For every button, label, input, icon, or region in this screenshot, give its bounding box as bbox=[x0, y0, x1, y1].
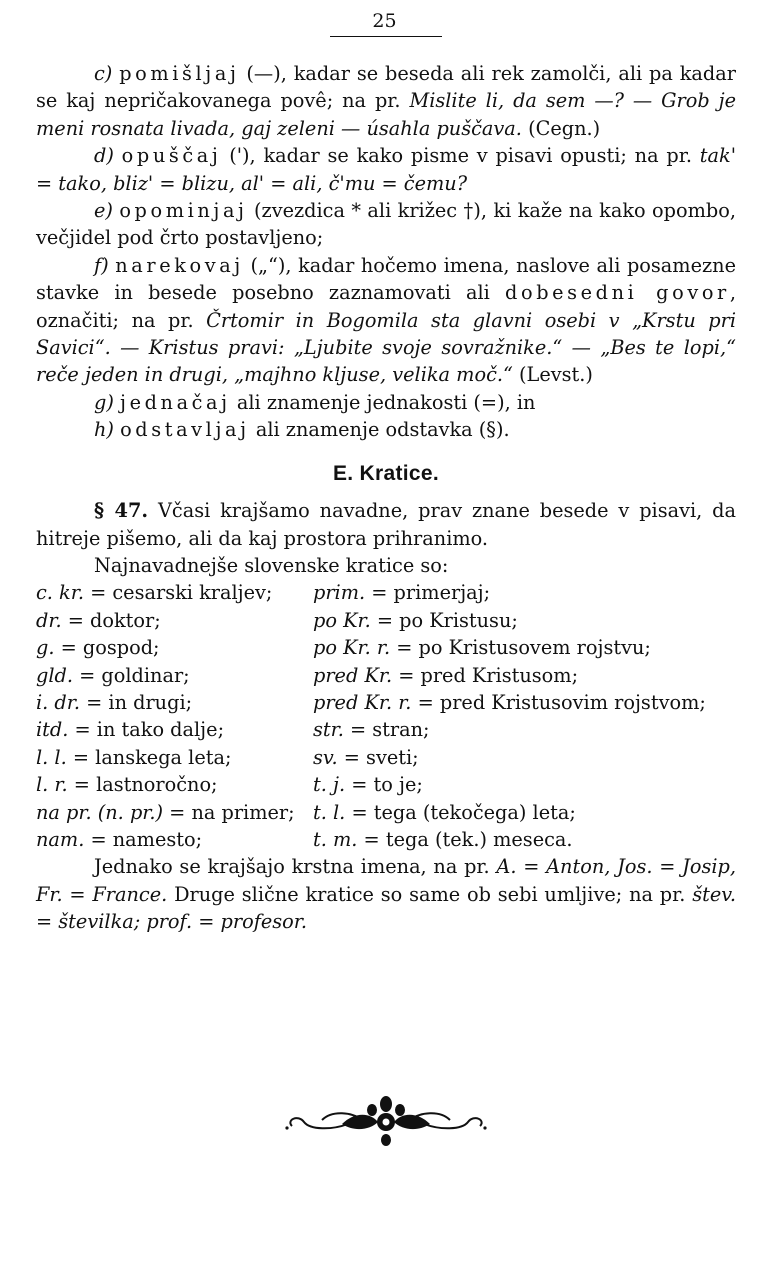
abbreviation-meaning: = cesarski kraljev; bbox=[83, 581, 273, 605]
abbreviation-meaning: = primerjaj; bbox=[365, 581, 491, 605]
abbreviation-term: c. kr. bbox=[36, 581, 84, 605]
item-f bbox=[36, 252, 736, 389]
abbreviation-term: prim. bbox=[313, 581, 366, 605]
abbreviation-entry bbox=[36, 771, 313, 798]
paragraph-47-text: Včasi krajšamo navadne, prav znane besede v pisavi, da hitreje pišemo, ali da kaj prostora prihranimo. bbox=[36, 499, 736, 550]
abbreviation-term: itd. bbox=[36, 718, 69, 742]
item-d bbox=[36, 142, 736, 197]
item-f-desc: („“), kadar hočemo imena, naslove ali posamezne stavke in besede posebno zaznamovati ali bbox=[36, 253, 736, 305]
header-rule bbox=[330, 36, 442, 37]
paragraph-47 bbox=[36, 497, 736, 552]
item-c-example: Mislite li, da sem —? — Grob je meni rosnata livada, gaj zeleni — úsahla puščava. bbox=[36, 89, 736, 140]
item-f-source: (Levst.) bbox=[512, 363, 593, 387]
item-f-label: f) bbox=[94, 253, 109, 277]
item-e-desc: (zvezdica * ali križec †), ki kaže na kako opombo, večjidel pod črto postavljeno; bbox=[36, 199, 736, 250]
item-h-desc: ali znamenje odstavka (§). bbox=[249, 418, 510, 442]
closing-text-1: Jednako se krajšajo krstna imena, na pr. bbox=[94, 855, 497, 879]
abbreviation-meaning: = sveti; bbox=[337, 745, 419, 769]
abbreviation-term: str. bbox=[313, 718, 344, 742]
abbreviation-entry bbox=[313, 689, 736, 716]
item-f-term-2: dobesedni govor bbox=[505, 281, 730, 305]
abbreviation-meaning: = doktor; bbox=[61, 608, 161, 632]
item-g bbox=[36, 389, 736, 416]
item-g-desc: ali znamenje jednakosti (=), in bbox=[230, 390, 536, 414]
abbreviation-term: po Kr. bbox=[313, 608, 371, 632]
item-d-term: opuščaj bbox=[121, 144, 222, 168]
abbreviation-meaning: = po Kristusu; bbox=[370, 608, 518, 632]
abbreviation-entry bbox=[313, 579, 736, 606]
abbreviation-term: l. r. bbox=[36, 773, 68, 797]
item-c-desc: (—), kadar se beseda ali rek zamolči, ali pa kadar se kaj nepričakovanega povê; na pr. bbox=[36, 62, 736, 113]
item-c-label: c) bbox=[94, 62, 113, 85]
abbreviation-meaning: = gospod; bbox=[54, 636, 160, 660]
item-d-desc: ('), kadar se kako pisme v pisavi opusti; na pr. bbox=[221, 144, 700, 168]
abbreviation-entry bbox=[36, 634, 313, 661]
item-c-term: pomišljaj bbox=[119, 62, 240, 85]
abbreviation-meaning: = in drugi; bbox=[80, 690, 193, 714]
abbreviation-meaning: = po Kristusovem rojstvu; bbox=[390, 636, 651, 660]
abbreviation-entry bbox=[313, 607, 736, 634]
item-f-desc-2: , označiti; na pr. bbox=[36, 281, 736, 332]
item-c bbox=[36, 60, 736, 142]
abbreviation-entry bbox=[36, 716, 313, 743]
abbreviation-term: t. l. bbox=[313, 800, 346, 824]
abbreviation-meaning: = lanskega leta; bbox=[66, 745, 232, 769]
abbreviation-term: g. bbox=[36, 636, 55, 660]
paragraph-sign: § 47. bbox=[94, 499, 149, 523]
abbreviation-entry bbox=[313, 662, 736, 689]
section-heading: E. Kratice. bbox=[332, 461, 439, 485]
closing-text-2: Druge slične kratice so same ob sebi umljive; na pr. bbox=[167, 882, 693, 906]
abbreviation-term: t. m. bbox=[313, 827, 358, 851]
item-h-term: odstavljaj bbox=[120, 418, 250, 442]
abbreviation-meaning: = to je; bbox=[345, 773, 423, 797]
abbreviation-list bbox=[36, 579, 736, 853]
abbreviation-meaning: = namesto; bbox=[84, 827, 203, 851]
abbreviation-term: t. j. bbox=[313, 773, 346, 797]
abbreviation-meaning: = na primer; bbox=[163, 800, 295, 824]
item-e-term: opominjaj bbox=[119, 199, 248, 223]
abbreviation-entry bbox=[313, 744, 736, 771]
item-c-source: (Cegn.) bbox=[521, 116, 601, 140]
abbreviation-entry bbox=[36, 799, 313, 826]
abbreviation-term: pred Kr. bbox=[313, 663, 393, 687]
abbreviation-meaning: = pred Kristusovim rojstvom; bbox=[411, 690, 706, 714]
abbreviation-entry bbox=[36, 662, 313, 689]
item-g-term: jednačaj bbox=[120, 390, 231, 414]
abbreviation-entry bbox=[313, 799, 736, 826]
abbreviation-term: na pr. (n. pr.) bbox=[36, 800, 164, 824]
abbreviation-meaning: = pred Kristusom; bbox=[392, 663, 579, 687]
item-h bbox=[36, 416, 736, 443]
item-e-label: e) bbox=[94, 199, 113, 223]
item-h-label: h) bbox=[94, 418, 114, 442]
abbreviation-meaning: = goldinar; bbox=[72, 663, 190, 687]
floral-ornament-icon bbox=[282, 1090, 490, 1150]
abbreviation-term: sv. bbox=[313, 745, 338, 769]
closing-example-1: A. = Anton, Jos. = Josip, Fr. = France. bbox=[36, 855, 736, 906]
item-e bbox=[36, 197, 736, 252]
abbreviation-term: pred Kr. r. bbox=[313, 690, 412, 714]
abbreviation-meaning: = tega (tek.) meseca. bbox=[357, 827, 573, 851]
abbreviation-term: gld. bbox=[36, 663, 73, 687]
abbreviation-entry bbox=[313, 634, 736, 661]
abbreviation-entry bbox=[36, 579, 313, 606]
abbreviation-entry bbox=[313, 826, 736, 853]
item-d-label: d) bbox=[94, 144, 114, 168]
page-body bbox=[36, 60, 736, 936]
abbreviation-meaning: = in tako dalje; bbox=[68, 718, 225, 742]
abbreviation-meaning: = stran; bbox=[343, 718, 430, 742]
abbreviation-meaning: = lastnoročno; bbox=[67, 773, 218, 797]
abbreviation-entry bbox=[313, 716, 736, 743]
abbreviation-entry bbox=[313, 771, 736, 798]
item-d-example: tak' = tako, bliz' = blizu, al' = ali, č'mu = čemu? bbox=[36, 144, 736, 195]
closing-paragraph bbox=[36, 853, 736, 935]
abbreviation-term: l. l. bbox=[36, 745, 67, 769]
page-number: 25 bbox=[372, 10, 397, 32]
abbreviation-entry bbox=[36, 826, 313, 853]
abbreviation-term: po Kr. r. bbox=[313, 636, 391, 660]
list-intro: Najnavadnejše slovenske kratice so: bbox=[94, 553, 449, 577]
item-f-term: narekovaj bbox=[115, 253, 244, 277]
abbreviation-term: dr. bbox=[36, 608, 62, 632]
abbreviation-term: nam. bbox=[36, 827, 85, 851]
abbreviation-meaning: = tega (tekočega) leta; bbox=[345, 800, 576, 824]
abbreviation-term: i. dr. bbox=[36, 690, 80, 714]
abbreviation-entry bbox=[36, 689, 313, 716]
abbreviation-entry bbox=[36, 744, 313, 771]
closing-example-2: štev. = številka; prof. = profesor. bbox=[36, 882, 736, 934]
item-g-label: g) bbox=[94, 390, 114, 414]
abbreviation-entry bbox=[36, 607, 313, 634]
item-f-example: Črtomir in Bogomila sta glavni osebi v „Krstu pri Savici“. — Kristus pravi: „Ljubite svoje sovražnike.“ — „Bes te lopi,“ reče jeden in drugi, „majhno kljuse, velika moč.“ bbox=[36, 308, 736, 387]
